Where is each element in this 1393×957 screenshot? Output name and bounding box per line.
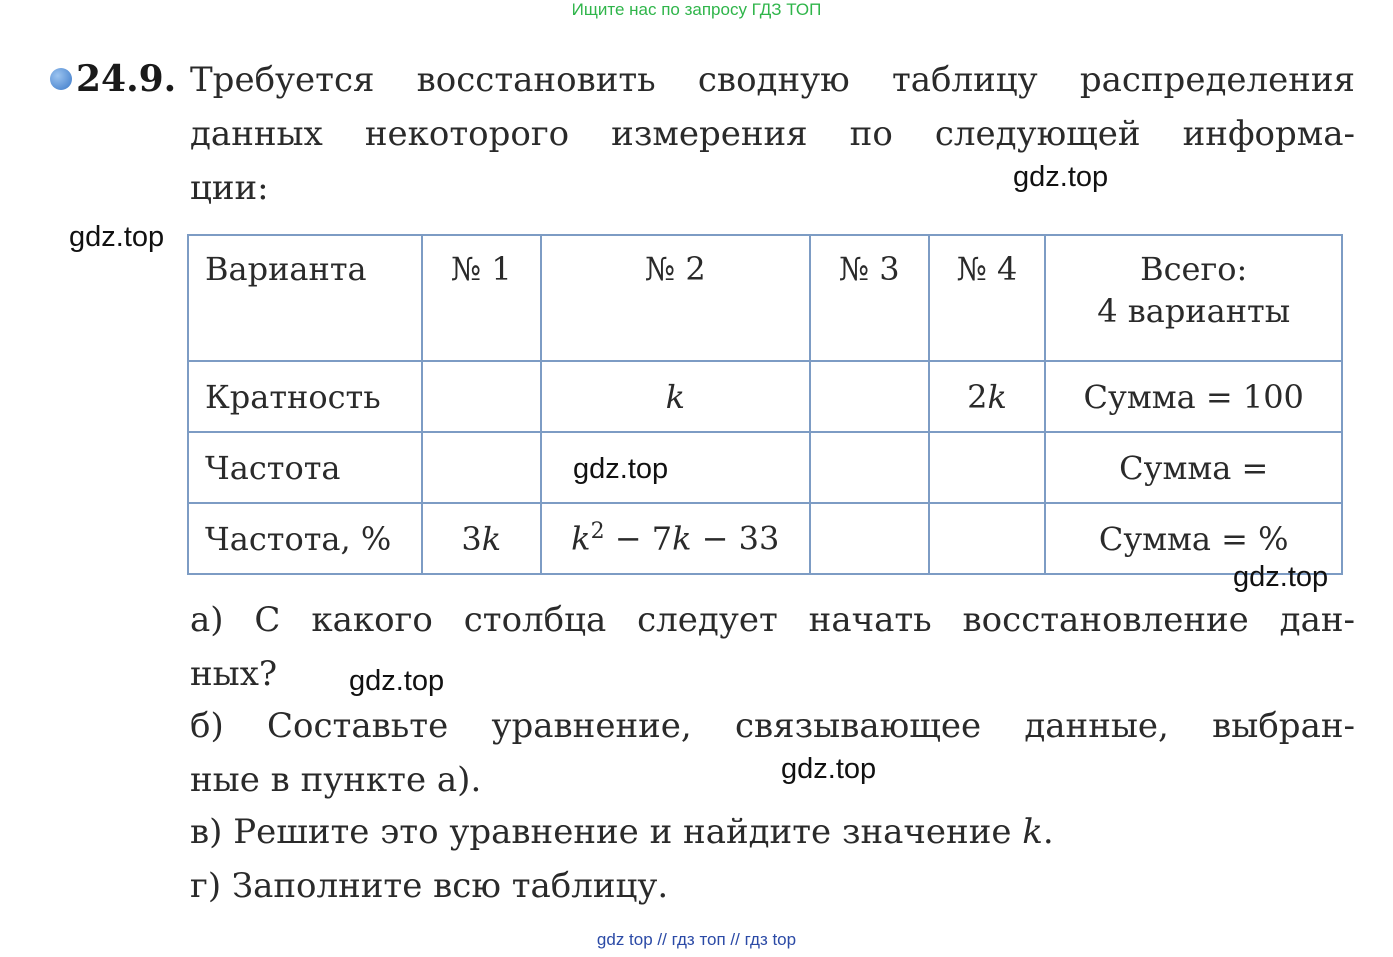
question-c xyxy=(190,812,1054,852)
table-cell xyxy=(422,432,541,503)
watermark: gdz.top xyxy=(573,453,669,485)
table-cell-total: Сумма = % xyxy=(1045,503,1342,574)
formula-part: − 7 xyxy=(604,519,673,558)
table-cell xyxy=(929,361,1046,432)
row-label: Кратность xyxy=(188,361,422,432)
table-cell xyxy=(422,503,541,574)
table-cell xyxy=(541,361,810,432)
search-banner: Ищите нас по запросу ГДЗ ТОП xyxy=(571,0,822,19)
problem-number: 24.9. xyxy=(76,58,177,100)
question-c-text: в) Решите это уравнение и найдите значение xyxy=(190,812,1023,852)
table-row-frequency xyxy=(188,432,1342,503)
watermark: gdz.top xyxy=(349,665,445,697)
problem-bullet-icon xyxy=(50,68,72,90)
question-c-variable: k xyxy=(1022,812,1043,852)
question-c-end: . xyxy=(1042,812,1054,852)
header-total-line-1: Всего: xyxy=(1140,250,1248,288)
cell-variable: k xyxy=(987,377,1007,416)
header-total xyxy=(1045,235,1342,361)
table-cell xyxy=(929,432,1046,503)
header-variant: Варианта xyxy=(188,235,422,361)
formula-variable: k xyxy=(571,519,591,558)
cell-coefficient: 3 xyxy=(461,519,482,558)
table-cell-total: Сумма = 100 xyxy=(1045,361,1342,432)
footer-text: gdz top // гдз топ // гдз top xyxy=(596,930,797,949)
header-col-1: № 1 xyxy=(422,235,541,361)
table-header-row xyxy=(188,235,1342,361)
table-row-multiplicity xyxy=(188,361,1342,432)
problem-intro-line-1: Требуется восстановить сводную таблицу распределения xyxy=(190,60,1355,100)
question-b-line-2: ные в пункте а). xyxy=(190,760,482,800)
header-col-2: № 2 xyxy=(541,235,810,361)
question-d: г) Заполните всю таблицу. xyxy=(190,866,669,906)
table-cell xyxy=(810,503,929,574)
watermark: gdz.top xyxy=(781,753,877,785)
watermark: gdz.top xyxy=(1013,161,1109,193)
problem-intro-line-3: ции: xyxy=(190,168,269,208)
header-col-3: № 3 xyxy=(810,235,929,361)
watermark: gdz.top xyxy=(69,221,165,253)
question-a-line-1: а) С какого столбца следует начать восстановление дан- xyxy=(190,600,1355,640)
header-total-line-2: 4 варианты xyxy=(1097,292,1291,330)
table-cell xyxy=(422,361,541,432)
formula-exponent: 2 xyxy=(590,519,605,545)
header-col-4: № 4 xyxy=(929,235,1046,361)
question-b-line-1: б) Составьте уравнение, связывающее данные, выбран- xyxy=(190,706,1355,746)
problem-intro-line-2: данных некоторого измерения по следующей информа- xyxy=(190,114,1355,154)
table-cell-total: Сумма = xyxy=(1045,432,1342,503)
question-a-line-2: ных? xyxy=(190,654,278,694)
table-cell xyxy=(929,503,1046,574)
cell-coefficient: 2 xyxy=(967,377,988,416)
formula-variable: k xyxy=(672,519,692,558)
table-cell xyxy=(810,361,929,432)
summary-table xyxy=(187,234,1343,575)
cell-variable: k xyxy=(665,377,685,416)
table-cell-formula xyxy=(541,503,810,574)
formula-part: − 33 xyxy=(691,519,780,558)
table-row-frequency-percent xyxy=(188,503,1342,574)
row-label: Частота, % xyxy=(188,503,422,574)
table-cell xyxy=(810,432,929,503)
cell-variable: k xyxy=(481,519,502,558)
row-label: Частота xyxy=(188,432,422,503)
watermark: gdz.top xyxy=(1233,561,1329,593)
